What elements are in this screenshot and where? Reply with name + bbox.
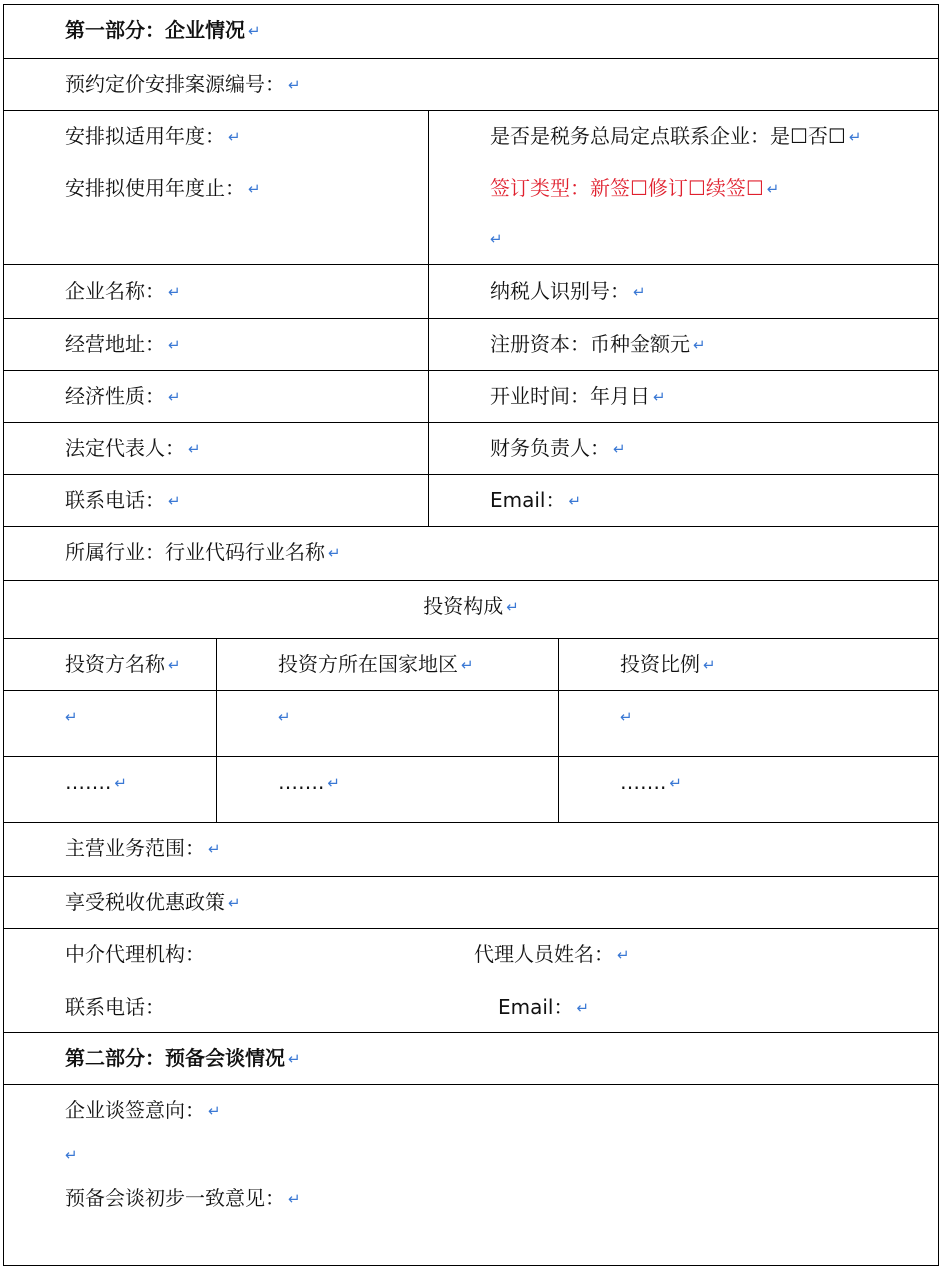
business-scope-field[interactable] [65, 836, 221, 861]
paragraph-mark-icon: ↵ [568, 492, 582, 510]
row-divider [3, 756, 939, 757]
row-divider [3, 638, 939, 639]
address-field[interactable] [65, 332, 181, 357]
paragraph-mark-icon: ↵ [766, 180, 780, 198]
sign-type-label: 签订类型：新签☐修订☐续签☐ [490, 176, 764, 200]
column-divider [428, 110, 429, 526]
paragraph-mark-icon: ↵ [248, 22, 261, 40]
cell-value: ……. [278, 770, 325, 794]
apply-end-label: 安排拟使用年度止： [65, 176, 245, 200]
agent-org-field[interactable] [65, 942, 205, 966]
investment-title-text: 投资构成 [423, 594, 504, 618]
investment-column-header [278, 652, 474, 677]
empty-paragraph [65, 1142, 78, 1167]
table-cell[interactable] [65, 704, 78, 729]
email-field[interactable] [490, 488, 581, 513]
paragraph-mark-icon: ↵ [188, 440, 201, 458]
economic-nature-field[interactable] [65, 384, 181, 409]
agent-email-label: Email： [498, 995, 574, 1019]
phone-label: 联系电话： [65, 488, 165, 512]
paragraph-mark-icon: ↵ [288, 76, 301, 94]
opinion-field[interactable] [65, 1186, 301, 1211]
paragraph-mark-icon: ↵ [65, 708, 78, 726]
part2-title-text: 第二部分：预备会谈情况 [65, 1046, 285, 1070]
paragraph-mark-icon: ↵ [228, 128, 241, 146]
row-divider [3, 876, 939, 877]
row-divider [3, 58, 939, 59]
paragraph-mark-icon: ↵ [288, 1190, 301, 1208]
row-divider [3, 690, 939, 691]
tax-incentive-label: 享受税收优惠政策 [65, 890, 225, 914]
paragraph-mark-icon: ↵ [461, 656, 474, 674]
contact-enterprise-label: 是否是税务总局定点联系企业：是☐否☐ [490, 124, 846, 148]
agent-person-field[interactable] [474, 942, 630, 967]
paragraph-mark-icon: ↵ [208, 840, 221, 858]
row-divider [3, 822, 939, 823]
paragraph-mark-icon: ↵ [620, 708, 633, 726]
paragraph-mark-icon: ↵ [328, 544, 341, 562]
paragraph-mark-icon: ↵ [168, 492, 181, 510]
row-divider [3, 1084, 939, 1085]
paragraph-mark-icon: ↵ [168, 388, 181, 406]
tax-id-field[interactable] [490, 279, 646, 304]
contact-enterprise-field[interactable] [490, 124, 861, 149]
paragraph-mark-icon: ↵ [703, 656, 716, 674]
table-cell[interactable] [620, 770, 682, 795]
apply-start-label: 安排拟适用年度： [65, 124, 225, 148]
finance-head-field[interactable] [490, 436, 626, 461]
investment-column-header [65, 652, 181, 677]
agent-phone-label: 联系电话： [65, 995, 165, 1019]
paragraph-mark-icon: ↵ [506, 598, 519, 616]
investor-country-header: 投资方所在国家地区 [278, 652, 458, 676]
part1-title-text: 第一部分：企业情况 [65, 18, 245, 42]
intent-label: 企业谈签意向： [65, 1098, 205, 1122]
paragraph-mark-icon: ↵ [168, 336, 181, 354]
paragraph-mark-icon: ↵ [613, 440, 626, 458]
cell-value: ……. [65, 770, 112, 794]
column-divider [216, 638, 217, 822]
paragraph-mark-icon: ↵ [848, 128, 862, 146]
paragraph-mark-icon: ↵ [576, 999, 590, 1017]
legal-rep-field[interactable] [65, 436, 201, 461]
investment-column-header [620, 652, 716, 677]
row-divider [3, 1032, 939, 1033]
paragraph-mark-icon: ↵ [168, 656, 181, 674]
column-divider [558, 638, 559, 822]
business-scope-label: 主营业务范围： [65, 836, 205, 860]
paragraph-mark-icon: ↵ [278, 708, 291, 726]
email-label: Email： [490, 488, 566, 512]
cell-value: ……. [620, 770, 667, 794]
case-number-field[interactable] [65, 72, 301, 97]
paragraph-mark-icon: ↵ [327, 774, 340, 792]
tax-id-label: 纳税人识别号： [490, 279, 630, 303]
paragraph-mark-icon: ↵ [653, 388, 666, 406]
row-divider [3, 526, 939, 527]
row-divider [3, 110, 939, 111]
paragraph-mark-icon: ↵ [288, 1050, 301, 1068]
row-divider [3, 370, 939, 371]
phone-field[interactable] [65, 488, 181, 513]
company-name-label: 企业名称： [65, 279, 165, 303]
paragraph-mark-icon: ↵ [208, 1102, 221, 1120]
intent-field[interactable] [65, 1098, 221, 1123]
sign-type-field[interactable] [490, 176, 779, 201]
row-divider [3, 264, 939, 265]
company-name-field[interactable] [65, 279, 181, 304]
open-date-label: 开业时间：年月日 [490, 384, 650, 408]
row-divider [3, 318, 939, 319]
paragraph-mark-icon: ↵ [228, 894, 241, 912]
investor-name-header: 投资方名称 [65, 652, 165, 676]
apply-end-field[interactable] [65, 176, 261, 201]
row-divider [3, 422, 939, 423]
opinion-label: 预备会谈初步一致意见： [65, 1186, 285, 1210]
case-number-label: 预约定价安排案源编号： [65, 72, 285, 96]
apply-start-field[interactable] [65, 124, 241, 149]
table-cell[interactable] [278, 770, 340, 795]
agent-person-label: 代理人员姓名： [474, 942, 614, 966]
row-divider [3, 928, 939, 929]
investment-title [3, 594, 939, 619]
paragraph-mark-icon: ↵ [617, 946, 630, 964]
capital-label: 注册资本：币种金额元 [490, 332, 690, 356]
address-label: 经营地址： [65, 332, 165, 356]
agent-email-field[interactable] [498, 995, 589, 1020]
paragraph-mark-icon: ↵ [248, 180, 261, 198]
part2-title [65, 1046, 301, 1071]
paragraph-mark-icon: ↵ [114, 774, 127, 792]
table-cell[interactable] [278, 704, 291, 729]
empty-paragraph [490, 226, 503, 251]
agent-org-label: 中介代理机构： [65, 942, 205, 966]
row-divider [3, 580, 939, 581]
legal-rep-label: 法定代表人： [65, 436, 185, 460]
finance-head-label: 财务负责人： [490, 436, 610, 460]
table-cell[interactable] [65, 770, 127, 795]
paragraph-mark-icon: ↵ [633, 283, 646, 301]
table-cell[interactable] [620, 704, 633, 729]
investment-ratio-header: 投资比例 [620, 652, 700, 676]
capital-field[interactable] [490, 332, 706, 357]
industry-field[interactable] [65, 540, 341, 565]
open-date-field[interactable] [490, 384, 666, 409]
agent-phone-field[interactable] [65, 995, 165, 1019]
row-divider [3, 474, 939, 475]
industry-label: 所属行业：行业代码行业名称 [65, 540, 325, 564]
paragraph-mark-icon: ↵ [168, 283, 181, 301]
part1-title [65, 18, 261, 43]
economic-nature-label: 经济性质： [65, 384, 165, 408]
paragraph-mark-icon: ↵ [490, 230, 503, 248]
tax-incentive-field[interactable] [65, 890, 241, 915]
paragraph-mark-icon: ↵ [693, 336, 706, 354]
paragraph-mark-icon: ↵ [65, 1146, 78, 1164]
paragraph-mark-icon: ↵ [669, 774, 682, 792]
